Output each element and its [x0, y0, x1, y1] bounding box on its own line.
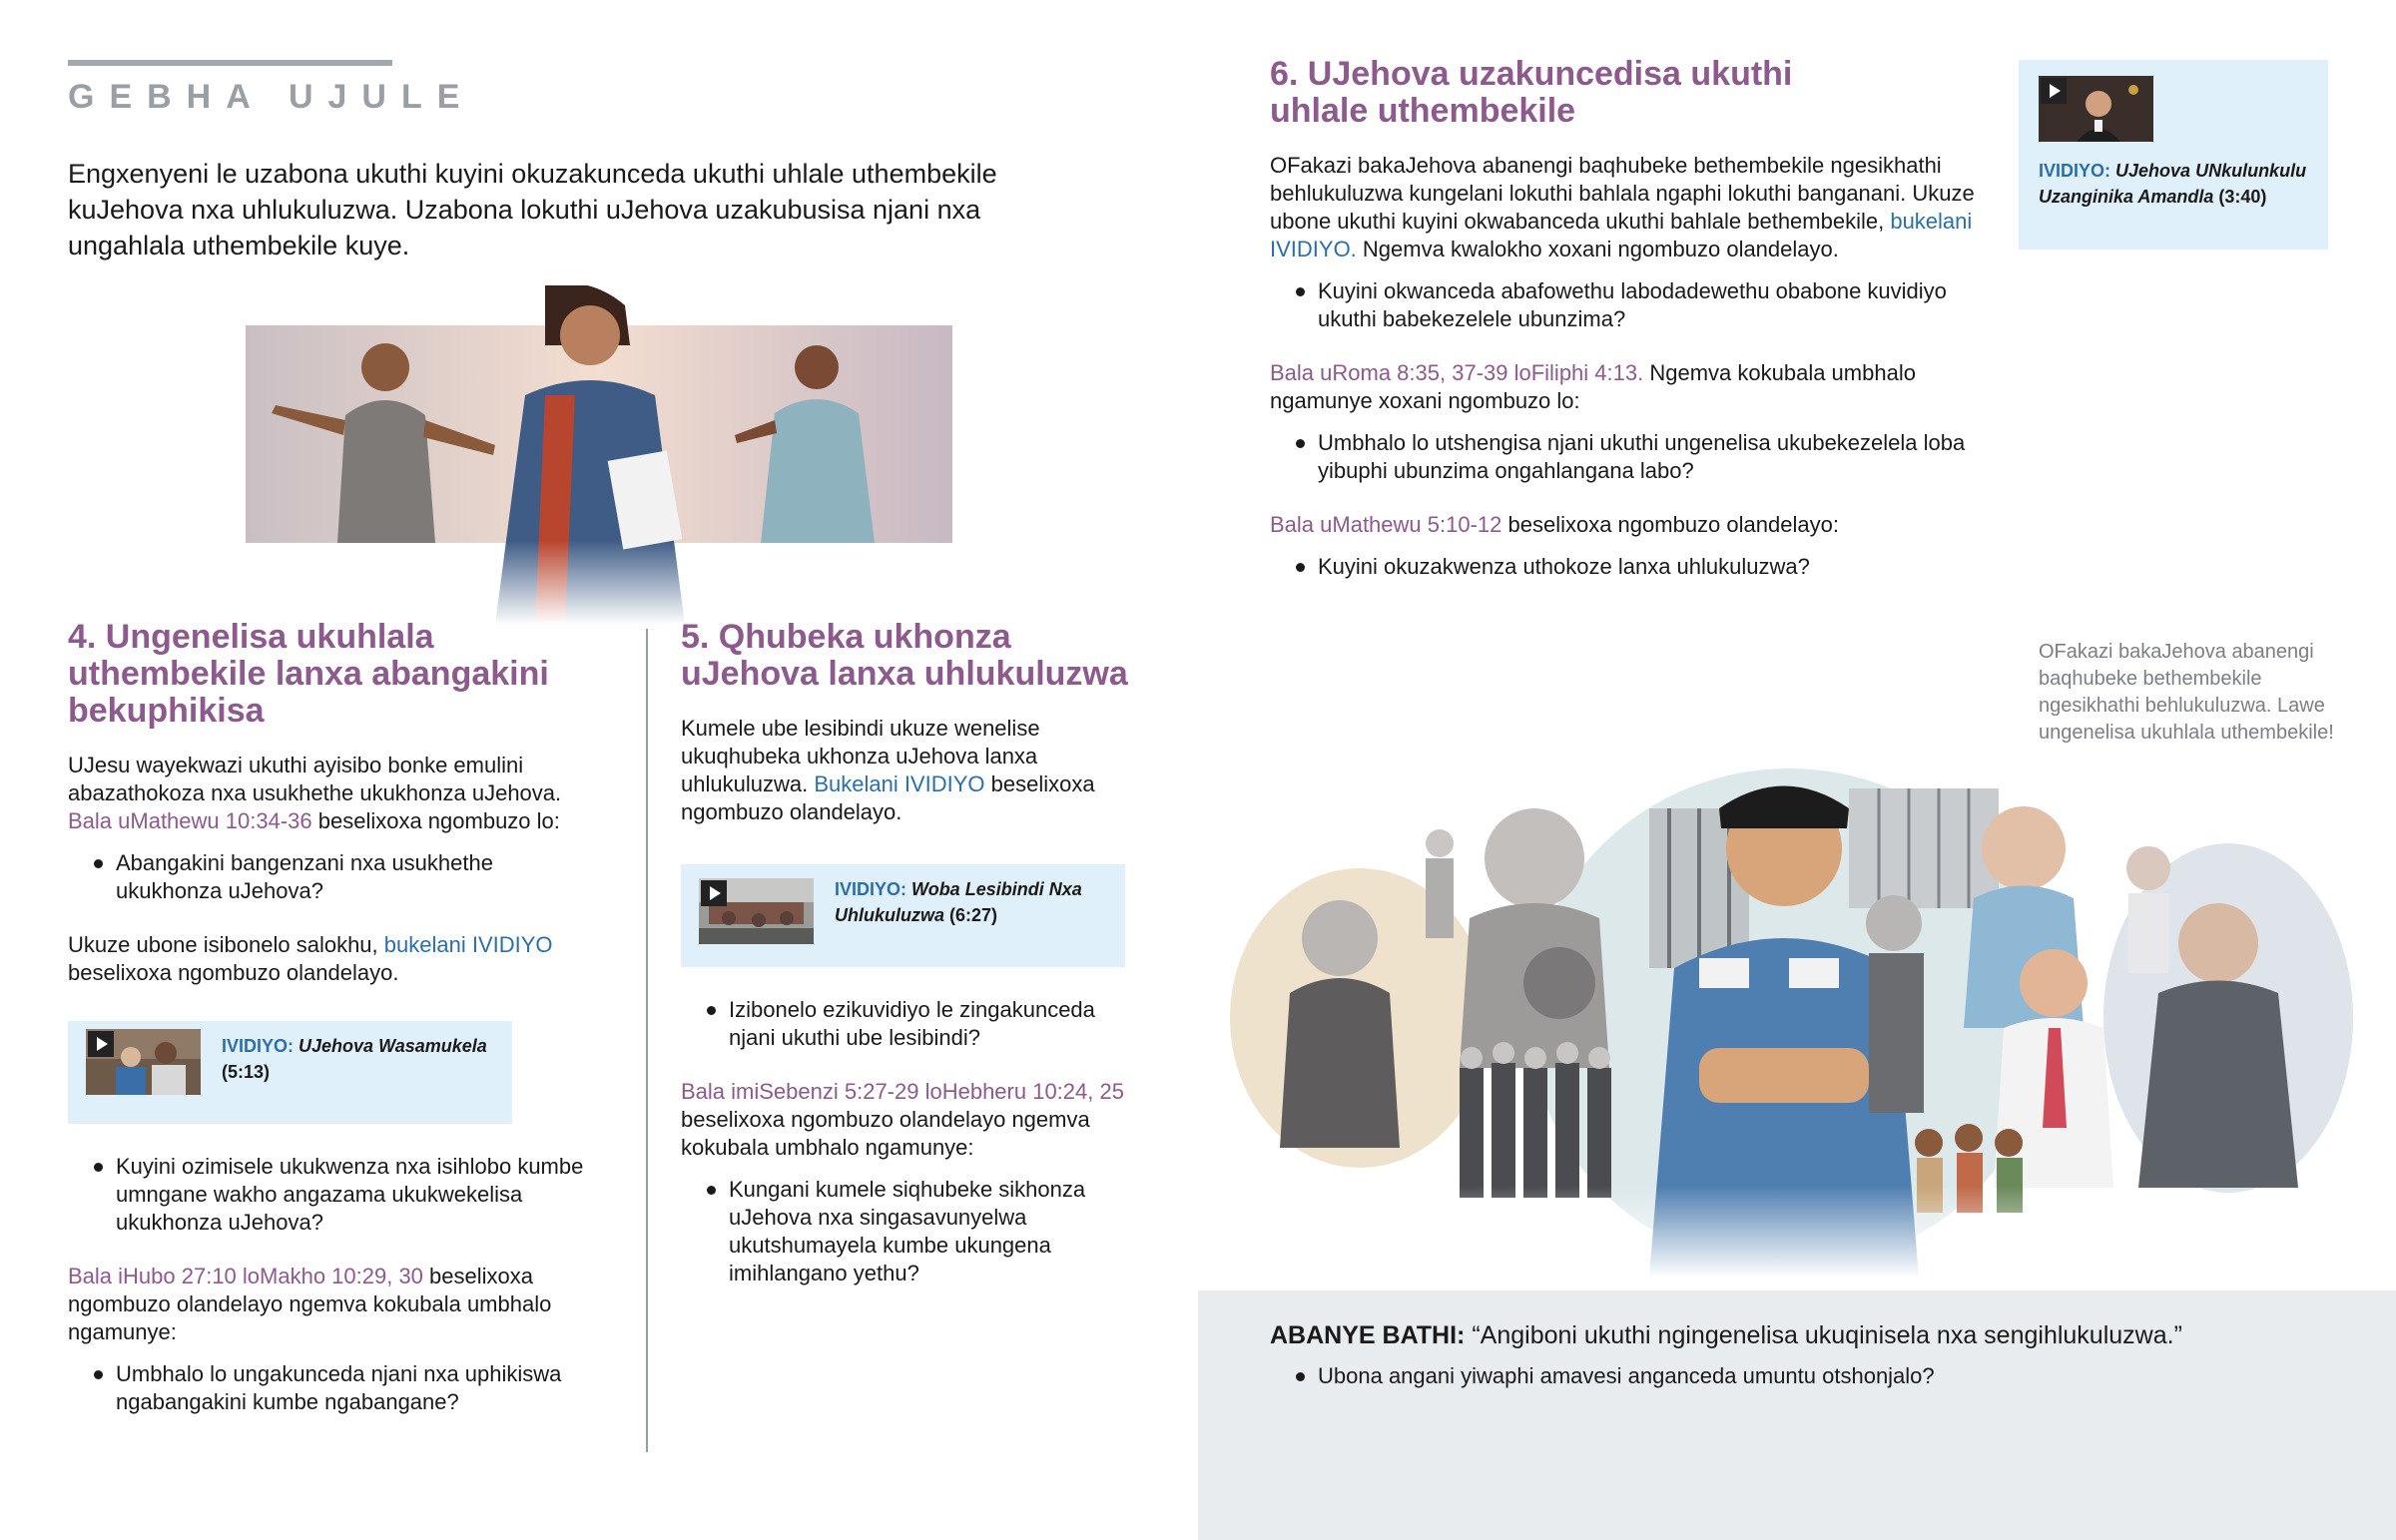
- section-6-paragraph-1: [1270, 152, 1999, 263]
- video-label: IVIDIYO:: [2039, 161, 2111, 181]
- watch-video-link[interactable]: bukelani IVIDIYO.: [1270, 209, 1973, 261]
- section-4-continued: [68, 1153, 627, 1416]
- section-6-heading: 6. UJehova uzakuncedisa ukuthi uhlale uthembekile: [1270, 55, 1793, 130]
- video-duration: (5:13): [222, 1062, 271, 1082]
- section-4-text-3-tail: beselixoxa ngombuzo olandelayo ngemva kokubala umbhalo ngamunye:: [68, 1264, 552, 1344]
- intro-paragraph: Engxenyeni le uzabona ukuthi kuyini okuzakunceda ukuthi uhlale uthembekile kuJehova nxa uhlukuluzwa. Uzabona lokuthi uJehova uzakubusisa njani nxa ungahlala uthembekile kuye.: [68, 159, 997, 260]
- section-6-paragraph-2: [1270, 359, 1999, 415]
- section-6-text-1-pre: OFakazi bakaJehova abanengi baqhubeke bethembekile ngesikhathi behlukuluzwa kungelani lokuthi bahlala ngaphi lokuthi banganani. Ukuze ubone ukuthi kuyini okwabanceda ukuthi bahlale bethembekile,: [1270, 153, 1975, 234]
- video-title-block: [835, 876, 1114, 928]
- watch-video-link[interactable]: bukelani IVIDIYO: [383, 932, 553, 957]
- section-4-text-2-pre: Ukuze ubone isibonelo salokhu,: [68, 932, 384, 957]
- scripture-ref-psalm-27[interactable]: Bala iHubo 27:10 loMakho 10:29, 30: [68, 1264, 423, 1288]
- question-item: Izibonelo ezikuvidiyo le zingakunceda njani ukuthi ube lesibindi?: [681, 996, 1130, 1052]
- video-duration: (6:27): [949, 905, 998, 925]
- section-5-continued: [681, 996, 1130, 1287]
- faithful-witnesses-illustration: [1230, 769, 2353, 1278]
- section-6-paragraph-3: [1270, 511, 1999, 539]
- section-5-paragraph-1: [681, 715, 1130, 826]
- video-title-block: [2039, 158, 2308, 210]
- section-6: [1270, 56, 1999, 581]
- section-4-heading: 4. Ungenelisa ukuhlala uthembekile lanxa abangakini bekuphikisa: [68, 618, 549, 730]
- section-4-paragraph-3: [68, 1263, 627, 1346]
- video-card-section-5[interactable]: [681, 864, 1125, 967]
- video-card-section-6[interactable]: [2019, 60, 2328, 250]
- section-5-paragraph-2: [681, 1078, 1130, 1162]
- video-title-block: [222, 1033, 501, 1085]
- question-item: Ubona angani yiwaphi amavesi anganceda umuntu otshonjalo?: [1270, 1362, 2376, 1390]
- play-icon: [2041, 78, 2067, 104]
- question-item: Abangakini bangenzani nxa usukhethe ukukhonza uJehova?: [68, 849, 587, 905]
- some-say-label: ABANYE BATHI:: [1270, 1321, 1466, 1349]
- video-thumbnail[interactable]: [699, 878, 814, 944]
- video-label: IVIDIYO:: [835, 879, 907, 899]
- watch-video-link[interactable]: Bukelani IVIDIYO: [814, 771, 985, 796]
- scripture-ref-romans-8[interactable]: Bala uRoma 8:35, 37-39 loFiliphi 4:13.: [1270, 360, 1644, 385]
- some-say-line: [1270, 1318, 2368, 1352]
- video-title: UJehova UNkulunkulu Uzanginika Amandla: [2039, 161, 2307, 207]
- section-4-paragraph-1: [68, 752, 587, 835]
- scripture-ref-matthew-5[interactable]: Bala uMathewu 5:10-12: [1270, 512, 1502, 537]
- column-divider: [646, 629, 648, 1452]
- question-item: Kuyini ozimisele ukukwenza nxa isihlobo kumbe umngane wakho angazama ukukwekelisa ukukhonza uJehova?: [68, 1153, 627, 1237]
- video-card-section-4[interactable]: [68, 1021, 512, 1124]
- section-6-text-1-post: Ngemva kwalokho xoxani ngombuzo olandelayo.: [1356, 237, 1839, 261]
- section-5: [681, 619, 1130, 826]
- illustration-caption: OFakazi bakaJehova abanengi baqhubeke bethembekile ngesikhathi behlukuluzwa. Lawe ungenelisa ukuhlala uthembekile!: [2039, 641, 2334, 744]
- section-5-heading: 5. Qhubeka ukhonza uJehova lanxa uhlukuluzwa: [681, 618, 1128, 693]
- section-4-paragraph-2: [68, 931, 587, 987]
- question-item: Umbhalo lo utshengisa njani ukuthi ungenelisa ukubekezelela loba yibuphi ubunzima ongahlangana labo?: [1270, 429, 1999, 485]
- family-opposition-illustration: [246, 285, 952, 625]
- video-title: UJehova Wasamukela: [299, 1036, 487, 1056]
- section-label-bar: [68, 60, 392, 66]
- section-4: [68, 619, 587, 987]
- section-6-text-2-tail: Ngemva kokubala umbhalo ngamunye xoxani ngombuzo lo:: [1270, 360, 1916, 413]
- section-5-text-2-tail: beselixoxa ngombuzo olandelayo ngemva kokubala umbhalo ngamunye:: [681, 1107, 1090, 1160]
- section-6-text-3-tail: beselixoxa ngombuzo olandelayo:: [1501, 512, 1839, 537]
- section-5-text-1-post: beselixoxa ngombuzo olandelayo.: [681, 771, 1095, 824]
- question-item: Umbhalo lo ungakunceda njani nxa uphikiswa ngabangakini kumbe ngabangane?: [68, 1360, 627, 1416]
- video-label: IVIDIYO:: [222, 1036, 295, 1056]
- question-item: Kungani kumele siqhubeke sikhonza uJehova nxa singasavunyelwa ukutshumayela kumbe ukungena imihlangano yethu?: [681, 1176, 1130, 1287]
- video-thumbnail[interactable]: [86, 1029, 201, 1095]
- play-icon: [88, 1031, 114, 1057]
- video-title: Woba Lesibindi Nxa Uhlukuluzwa: [835, 879, 1082, 925]
- scripture-ref-matthew-10[interactable]: Bala uMathewu 10:34-36: [68, 808, 312, 833]
- section-4-text-1: UJesu wayekwazi ukuthi ayisibo bonke emulini abazathokoza nxa usukhethe ukukhonza uJehova.: [68, 753, 562, 805]
- some-say-box: [1198, 1290, 2396, 1540]
- section-4-text-1-tail: beselixoxa ngombuzo lo:: [311, 808, 560, 833]
- scripture-ref-acts-5[interactable]: Bala imiSebenzi 5:27-29 loHebheru 10:24, 25: [681, 1079, 1124, 1104]
- play-icon: [701, 880, 727, 906]
- video-duration: (3:40): [2218, 187, 2267, 207]
- section-4-text-2-post: beselixoxa ngombuzo olandelayo.: [68, 960, 399, 985]
- some-say-quote: “Angiboni ukuthi ngingenelisa ukuqinisela nxa sengihlukuluzwa.”: [1472, 1321, 2182, 1349]
- section-5-text-1-pre: Kumele ube lesibindi ukuze wenelise ukuqhubeka ukhonza uJehova lanxa uhlukuluzwa.: [681, 716, 1040, 796]
- question-item: Kuyini okuzakwenza uthokoze lanxa uhlukuluzwa?: [1270, 553, 1999, 581]
- section-label: GEBHA UJULE: [68, 78, 475, 116]
- question-item: Kuyini okwanceda abafowethu labodadewethu obabone kuvidiyo ukuthi babekezelele ubunzima?: [1270, 277, 1999, 333]
- video-thumbnail[interactable]: [2039, 76, 2153, 142]
